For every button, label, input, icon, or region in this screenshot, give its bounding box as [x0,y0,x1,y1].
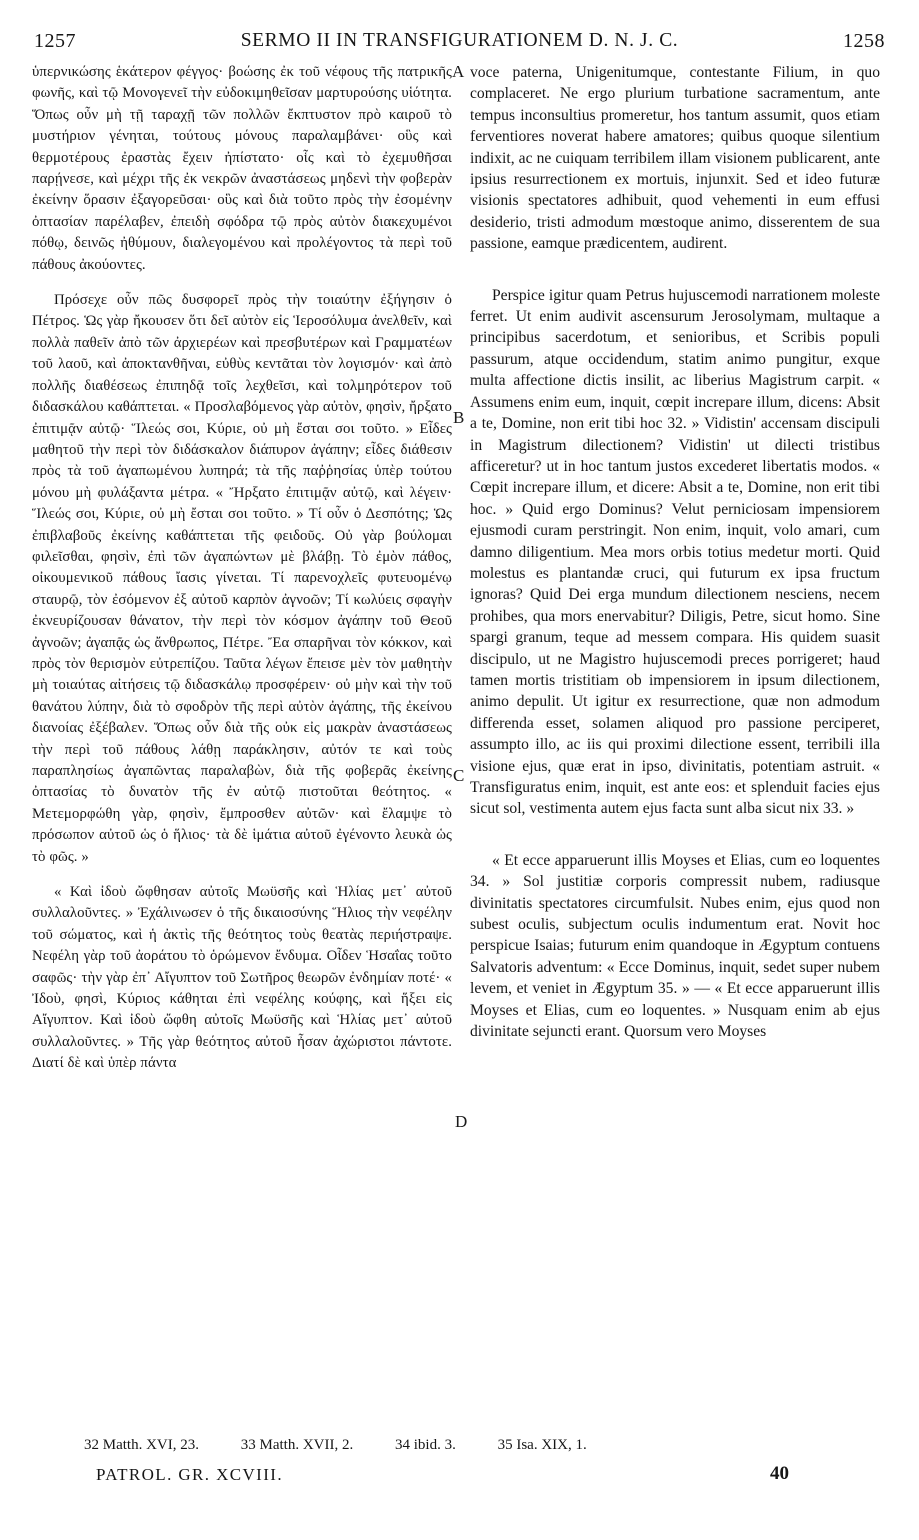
paragraph-gap [470,820,880,850]
greek-paragraph-2: Πρόσεχε οὖν πῶς δυσφορεῖ πρὸς τὴν τοιαύτην ἐξήγησιν ὁ Πέτρος. Ὡς γὰρ ἤκουσεν ὅτι δεῖ αὐτὸν εἰς Ἱεροσόλυμα ἀνελθεῖν, καὶ πολλὰ παθεῖν ἀπὸ τῶν ἀρχιερέων καὶ πρεσβυτέρων καὶ Γραμματέων τοῦ λαοῦ, καὶ ἀποκτανθῆναι, εὐθὺς κεντᾶται τὸν λογισμόν· καὶ ἀπὸ πολλῆς διαθέσεως ἐπιπηδᾷ τοῖς λεχθεῖσι, καὶ τολμηρότερον τοῦ διδασκάλου καθάπτεται. « Προσλαβόμενος γὰρ αὐτὸν, φησὶν, ἤρξατο ἐπιτιμᾷν αὐτῷ· Ἵλεώς σοι, Κύριε, οὐ μὴ ἔσται σοι τοῦτο. » Εἶδες μαθητοῦ τὴν περὶ τὸν διδάσκαλον διάπυρον ἀγάπην; εἶδες διάθεσιν πρὸς τὰ τοῦ ἀγαπωμένου λυπηρά; τὰ τῆς παῤῥησίας ὑπὲρ τούτου μόνου μὴ φυλάξαντα μέτρα. « Ἤρξατο ἐπιτιμᾷν αὐτῷ, καὶ λέγειν· Ἵλεώς σοι, Κύριε, οὐ μὴ ἔσται σοι τοῦτο. » Τί οὖν ὁ Δεσπότης; Ὡς ἐπιβλαβοῦς ἐκείνης καθάπτεται τῆς φειδοῦς. Οὐ γὰρ βούλομαι φιλεῖσθαι, φησὶν, ἐπὶ τῶν ἀγαπώντων μὲ βλάβῃ. Τὸ ἐμὸν πάθος, οἰκουμενικοῦ πάθους ἴασις γίνεται. Τί παρενοχλεῖς φυτευομένῳ σταυρῷ, τὸν ἐσόμενον ἐξ αὐτοῦ καρπὸν ἀγνοῶν; Τί κωλύεις σφαγὴν ἐκνευρίζουσαν θάνατον, τὴν περὶ τὸν κόσμον ἀγάπην τοῦ Θεοῦ ἀγνοῶν; ἀγαπᾷς ὡς ἄνθρωπος, Πέτρε. Ἔα σπαρῆναι τὸν κόκκον, καὶ πρὸς τὸν θερισμὸν εὐτρεπίζου. Ταῦτα λέγων ἔπεισε μὲν τὸν μαθητὴν μὴ τοιαύτας αἰτήσεις τῷ διδασκάλῳ προσφέρειν· οὐ μὴν καὶ τὴν τοῦ θανάτου λύπην, διὰ τὸ σφοδρὸν τῆς περὶ αὐτὸν ἀγάπης, τῆς ἐκείνου διανοίας ἐξέβαλεν. Ὅπως οὖν διὰ τῆς οὐκ εἰς μακρὰν ἀναστάσεως τὴν περὶ τοῦ πάθους λάθῃ παράκλησιν, αὐτόν τε καὶ τοὺς παραπλησίως ἀγαπῶντας παραλαβὼν, διὰ τῆς φοβερᾶς ἐκείνης ὀπτασίας τὸ δυνατὸν τῆς ἐν αὐτῷ πιστοῦται θεότητος. « Μετεμορφώθη γὰρ, φησὶν, ἔμπροσθεν αὐτῶν· καὶ ἔλαμψε τὸ πρόσωπον αὐτοῦ ὡς ὁ ἥλιος· τὰ δὲ ἱμάτια αὐτοῦ ἐγένοντο λευκὰ ὡς τὸ φῶς. » [32,292,452,865]
section-marker-a: A [452,62,465,81]
footnote: 34 ibid. 3. [395,1437,456,1453]
paragraph-gap [32,868,452,882]
paragraph-gap [470,255,880,285]
signature-mark: 40 [770,1463,789,1484]
footnote: 33 Matth. XVII, 2. [240,1437,354,1453]
latin-column [470,62,880,1042]
section-marker-c: C [453,766,465,785]
footnote: 32 Matth. XVI, 23. [84,1437,199,1453]
running-header [34,30,885,58]
left-page-number: 1257 [34,30,76,52]
running-title: SERMO II IN TRANSFIGURATIONEM D. N. J. C. [240,30,679,51]
greek-paragraph-1: ὑπερνικώσης ἑκάτερον φέγγος· βοώσης ἐκ τοῦ νέφους τῆς πατρικῆς φωνῆς, καὶ τῷ Μονογενεῖ τὴν εὐδοκιμηθεῖσαν μαρτυρούσης υἱότητα. Ὅπως οὖν μὴ τῇ ταραχῇ τῶν πολλῶν ἔκπτυστον πρὸ καιροῦ τὸ μυστήριον γένηται, τούτους μόνους παραλαμβάνει· οὓς καὶ θερμοτέρους ἐραστὰς ἔχειν ἠπίστατο· οἷς καὶ τὸ ἐχεμυθῆσαι παρῄνεσε, καὶ μέχρι τῆς ἐκ νεκρῶν ἀναστάσεως μηδενὶ τὴν φοβερὰν ἐκείνην ὅρασιν ἐξαγορεῦσαι· οὓς καὶ διὰ τοῦτο πρὸς τὴν ἐσομένην ὀπτασίαν παρέλαβεν, ἐπειδὴ σφόδρα τῷ πρὸς αὐτὸν διακεχυμένοι πόθῳ, δεινῶς ἠθύμουν, διαλεγομένου καὶ προλέγοντος τὰ περὶ τοῦ πάθους ἀκούοντες. [32,64,452,273]
latin-paragraph-3: « Et ecce apparuerunt illis Moyses et Elias, cum eo loquentes 34. » Sol justitiæ corporis compressit nubem, radiusque divinitatis spectatores circumfulsit. Nubes enim, ejus quod non subest oculis, subjectum oculis indumentum erat. Novit hoc perspicue Isaias; futurum enim quandoque in Ægyptum contuens Salvatoris adventum: « Ecce Dominus, inquit, sedet super nubem levem, et veniet in Ægyptum 35. » — « Et ecce apparuerunt illis Moyses et Elias, cum eo loquentes. » Nusquam enim ab ejus divinitate sejuncti erant. Quorsum vero Moyses [470,851,880,1041]
paragraph-gap [32,276,452,290]
section-marker-b: B [453,408,465,427]
series-footer: PATROL. GR. XCVIII. [96,1465,284,1484]
latin-paragraph-1: voce paterna, Unigenitumque, contestante Filium, in quo complaceret. Ne ergo plurium turbatione sacramentum, ante tempus inconsultius promeretur, hos tantum assumit, quos etiam ferventiores noverat habere amatores; quibus quoque silentium indixit, ac ne cuiquam terribilem illam visionem publicarent, ante ipsius resurrectionem ex mortuis, injunxit. Sed et ideo futuræ visionis spectatores adhibuit, quod vehementi in eum effusi desiderio, tristi admodum mœstoque animo, disserentem de sua passione, eamque prædicentem, audirent. [470,64,880,253]
right-page-number: 1258 [843,30,885,52]
footnotes [32,1437,885,1454]
greek-paragraph-3: « Καὶ ἰδοὺ ὤφθησαν αὐτοῖς Μωϋσῆς καὶ Ἡλίας μετ᾿ αὐτοῦ συλλαλοῦντες. » Ἐχάλινωσεν ὁ τῆς δικαιοσύνης Ἥλιος τὴν νεφέλην τοῦ σώματος, καὶ ἡ ἀκτὶς τῆς θεότητος τοὺς θεατὰς περιήστραψε. Νεφέλη γὰρ τοῦ ἀοράτου τὸ ὁρώμενον ἔνδυμα. Οἶδεν Ἡσαΐας τοῦτο σαφῶς· τὴν γὰρ ἐπ᾿ Αἴγυπτον τοῦ Σωτῆρος θεωρῶν ἐνδημίαν ποτέ· « Ἰδοὺ, φησὶ, Κύριος κάθηται ἐπὶ νεφέλης κούφης, καὶ ἥξει εἰς Αἴγυπτον. Καὶ ἰδοὺ ὤφθη αὐτοῖς Μωϋσῆς καὶ Ἡλίας μετ᾿ αὐτοῦ συλλαλοῦντες. » Τῆς γὰρ θεότητος αὐτοῦ ἦσαν ἀχώριστοι πάντοτε. Διατί δὲ καὶ ὑπὲρ πάντα [32,884,452,1072]
latin-paragraph-2: Perspice igitur quam Petrus hujuscemodi narrationem moleste ferret. Ut enim audivit ascensurum Jerosolymam, multaque a principibus sacerdotum, et senioribus, et Scribis populi passurum, atque occidendum, statim animo pungitur, exque multa affectione dictis insilit, ac liberius Magistrum carpit. « Assumens enim eum, inquit, cœpit increpare illum, dicens: Absit a te, Domine, non erit tibi hoc 32. » Vidistin' accensam discipuli in Magistrum dilectionem? Vidistin' ut dilecti tristibus afficeretur? ut in hoc tantum justos excederet libertatis modos. « Cœpit increpare illum, et dicere: Absit a te, Domine, non erit tibi hoc. » Quid ergo Dominus? Velut perniciosam impensiorem ejusmodi curam perstringit. Non enim, inquit, volo amari, cum damno diligentium. Mea mors orbis totius medetur morti. Quid molestus es plantandæ cruci, qui futurum ex ipsa fructum ignoras? Quid Dei erga mundum dilectionem nesciens, necem prohibes, qua mors enervabitur? Diligis, Petre, sicut homo. Sine spargi granum, teque ad messem compara. His quidem suasit discipulo, ut ne Magistro hujuscemodi preces porrigeret; haud tamen mortis tristitiam ob impensiorem in ipsum dilectionem, animo depulit. Ut igitur ex resurrectione, quæ non admodum differenda esset, solamen aliquod pro passione perciperet, assumpto illo, ac iis qui proximi dilectione essent, terribili illa visione ejus, quæ erat in ipso, divinitatis, potentiam astruit. « Transfiguratus enim, inquit, est ante eos: et splenduit facies ejus sicut sol, vestimenta autem ejus facta sunt alba sicut nix 33. » [470,286,880,818]
footnote: 35 Isa. XIX, 1. [497,1437,587,1453]
greek-column [32,62,452,1075]
section-marker-d: D [455,1112,468,1131]
